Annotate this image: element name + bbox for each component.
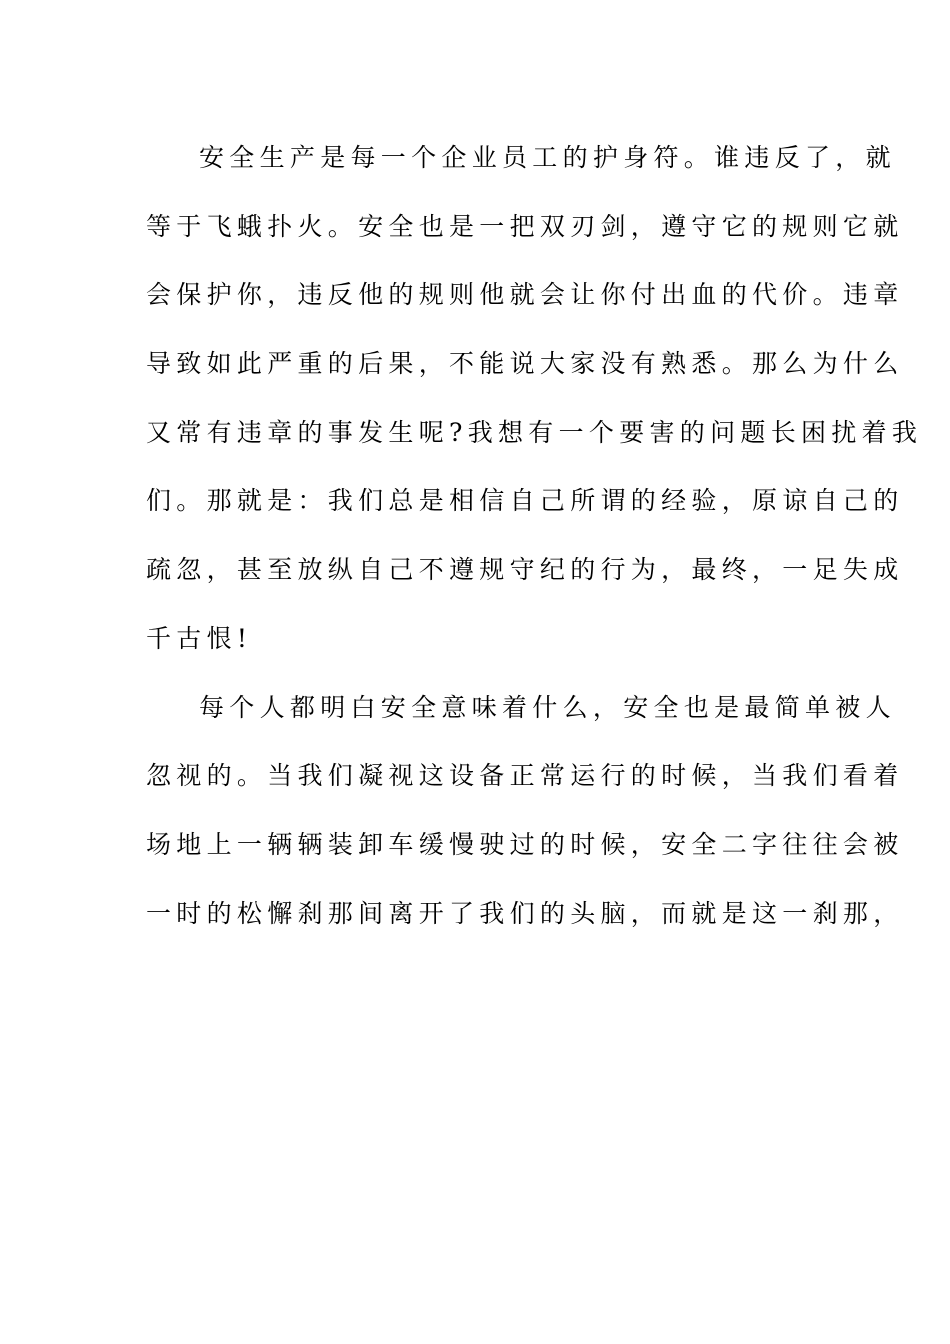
paragraph-line: 疏忽，甚至放纵自己不遵规守纪的行为，最终，一足失成 bbox=[146, 555, 904, 585]
paragraph-line: 们。那就是：我们总是相信自己所谓的经验，原谅自己的 bbox=[146, 486, 904, 516]
paragraph-line: 每个人都明白安全意味着什么，安全也是最简单被人 bbox=[199, 692, 896, 722]
paragraph-line: 场地上一辆辆装卸车缓慢驶过的时候，安全二字往往会被 bbox=[146, 829, 904, 859]
paragraph-line: 一时的松懈刹那间离开了我们的头脑，而就是这一刹那， bbox=[146, 898, 904, 928]
paragraph-line: 等于飞蛾扑火。安全也是一把双刃剑，遵守它的规则它就 bbox=[146, 211, 904, 241]
paragraph-line: 安全生产是每一个企业员工的护身符。谁违反了，就 bbox=[199, 143, 896, 172]
document-body bbox=[146, 124, 923, 948]
paragraph-line: 又常有违章的事发生呢?我想有一个要害的问题长困扰着我 bbox=[146, 417, 923, 447]
paragraph-line: 导致如此严重的后果，不能说大家没有熟悉。那么为什么 bbox=[146, 349, 904, 379]
paragraph-2 bbox=[146, 674, 904, 949]
paragraph-line: 会保护你，违反他的规则他就会让你付出血的代价。违章 bbox=[146, 280, 904, 310]
paragraph-1 bbox=[146, 124, 923, 674]
paragraph-line: 千古恨! bbox=[146, 623, 253, 653]
paragraph-line: 忽视的。当我们凝视这设备正常运行的时候，当我们看着 bbox=[146, 761, 904, 791]
